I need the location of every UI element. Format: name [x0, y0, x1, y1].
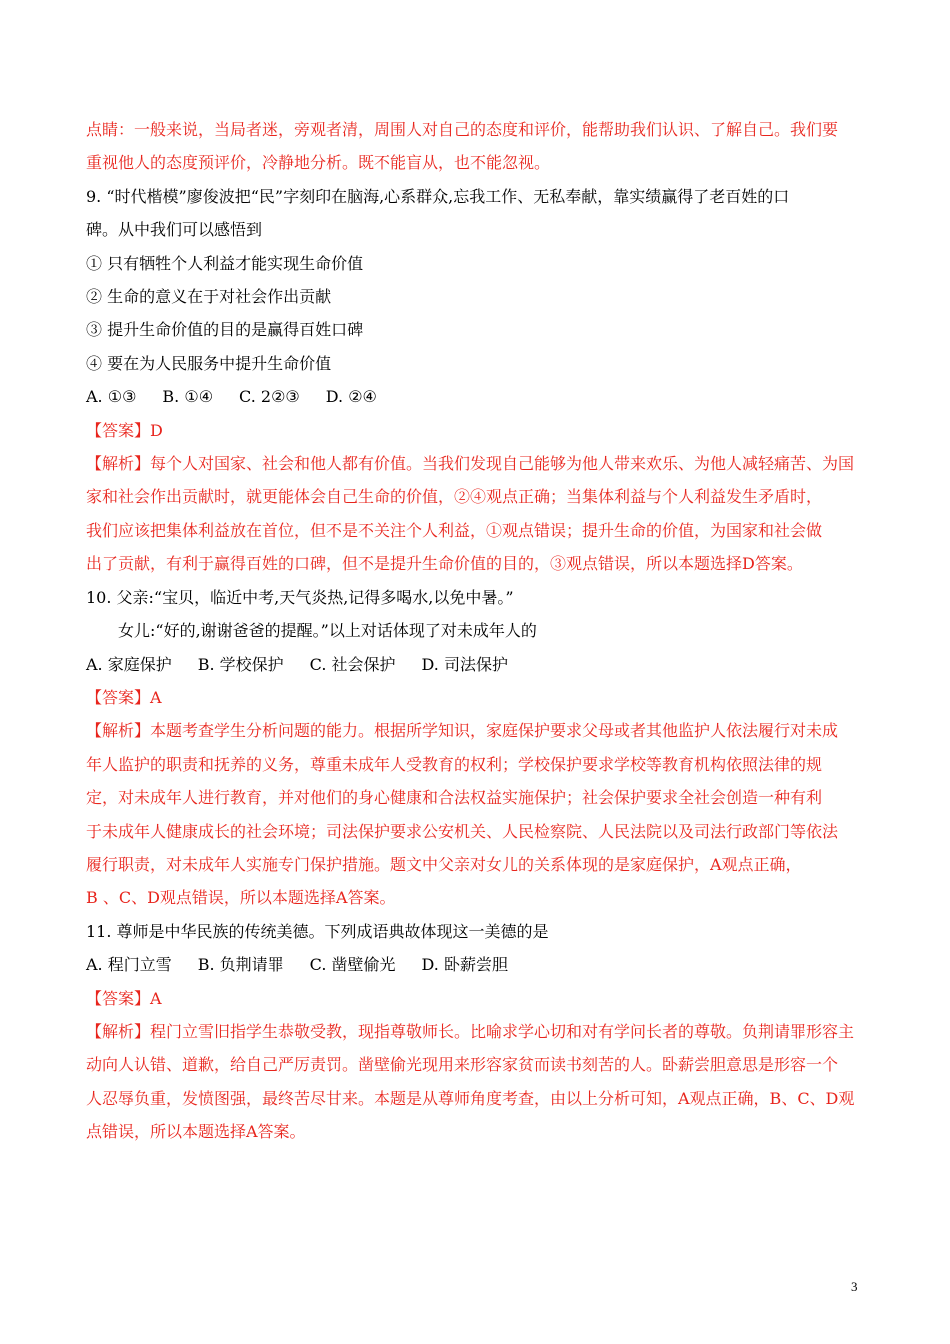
- option-a: A. ①③: [86, 387, 137, 407]
- question-9-analysis: 我们应该把集体利益放在首位，但不是不关注个人利益，①观点错误；提升生命的价值，为国家和社会做: [86, 520, 823, 540]
- question-11-stem: 11. 尊师是中华民族的传统美德。下列成语典故体现这一美德的是: [86, 921, 549, 941]
- question-9-stem: 碑。从中我们可以感悟到: [86, 220, 263, 240]
- question-10-analysis: 于未成年人健康成长的社会环境；司法保护要求公安机关、人民检察院、人民法院以及司法行政部门等依法: [86, 821, 839, 841]
- question-9-item: ④ 要在为人民服务中提升生命价值: [86, 353, 332, 373]
- question-11-analysis: 点错误，所以本题选择A答案。: [86, 1122, 306, 1142]
- question-11-answer: 【答案】A: [86, 988, 162, 1008]
- question-9-options: [86, 380, 866, 413]
- option-b: B. 学校保护: [197, 654, 284, 674]
- question-10-analysis: 【解析】本题考查学生分析问题的能力。根据所学知识，家庭保护要求父母或者其他监护人依法履行对未成: [86, 721, 839, 741]
- question-9-item: ③ 提升生命价值的目的是赢得百姓口碑: [86, 320, 364, 340]
- question-9-analysis: 出了贡献，有利于赢得百姓的口碑，但不是提升生命价值的目的，③观点错误，所以本题选择D答案。: [86, 554, 803, 574]
- question-10-analysis: 年人监护的职责和抚养的义务，尊重未成年人受教育的权利；学校保护要求学校等教育机构依照法律的规: [86, 754, 823, 774]
- question-11-options: [86, 948, 866, 981]
- intro-line: 重视他人的态度预评价，冷静地分析。既不能盲从，也不能忽视。: [86, 153, 551, 173]
- option-b: B. ①④: [162, 387, 214, 407]
- question-10-stem: 女儿:“好的,谢谢爸爸的提醒。”以上对话体现了对未成年人的: [118, 621, 537, 641]
- option-d: D. 卧薪尝胆: [421, 955, 508, 975]
- question-10-analysis: 定，对未成年人进行教育，并对他们的身心健康和合法权益实施保护；社会保护要求全社会创造一种有利: [86, 788, 823, 808]
- intro-line: 点睛：一般来说，当局者迷，旁观者清，周围人对自己的态度和评价，能帮助我们认识、了解自己。我们要: [86, 120, 839, 139]
- question-10-analysis: 履行职责，对未成年人实施专门保护措施。题文中父亲对女儿的关系体现的是家庭保护，A观点正确，: [86, 854, 802, 874]
- question-9-answer: 【答案】D: [86, 420, 163, 440]
- page-number: 3: [851, 1279, 858, 1294]
- question-10-answer: 【答案】A: [86, 687, 162, 707]
- question-11-analysis: 【解析】程门立雪旧指学生恭敬受教，现指尊敬师长。比喻求学心切和对有学问长者的尊敬。负荆请罪形容主: [86, 1021, 855, 1041]
- option-c: C. 社会保护: [309, 654, 396, 674]
- option-a: A. 家庭保护: [86, 654, 172, 674]
- option-c: C. 凿壁偷光: [309, 955, 396, 975]
- option-d: D. ②④: [325, 387, 377, 407]
- question-11-analysis: 人忍辱负重，发愤图强，最终苦尽甘来。本题是从尊师角度考查，由以上分析可知，A观点正确，B、C、D观: [86, 1088, 855, 1108]
- option-b: B. 负荆请罪: [197, 955, 284, 975]
- question-9-item: ② 生命的意义在于对社会作出贡献: [86, 287, 332, 307]
- question-9-analysis: 家和社会作出贡献时，就更能体会自己生命的价值，②④观点正确；当集体利益与个人利益发生矛盾时，: [86, 487, 823, 507]
- question-10-analysis: B 、C、D观点错误，所以本题选择A答案。: [86, 888, 396, 908]
- question-9-analysis: 【解析】每个人对国家、社会和他人都有价值。当我们发现自己能够为他人带来欢乐、为他人减轻痛苦、为国: [86, 454, 855, 474]
- question-9-item: ① 只有牺牲个人利益才能实现生命价值: [86, 253, 364, 273]
- option-a: A. 程门立雪: [86, 955, 172, 975]
- question-11-analysis: 动向人认错、道歉，给自己严厉责罚。凿壁偷光现用来形容家贫而读书刻苦的人。卧薪尝胆意思是形容一个: [86, 1055, 839, 1075]
- option-d: D. 司法保护: [421, 654, 508, 674]
- question-9-stem: 9. “时代楷模”廖俊波把“民”字刻印在脑海,心系群众,忘我工作、无私奉献，靠实绩赢得了老百姓的口: [86, 186, 790, 206]
- question-10-stem: 10. 父亲:“宝贝，临近中考,天气炎热,记得多喝水,以免中暑。”: [86, 587, 514, 607]
- question-10-options: [86, 648, 866, 681]
- document-body: [86, 113, 866, 1149]
- option-c: C. 2②③: [239, 387, 300, 407]
